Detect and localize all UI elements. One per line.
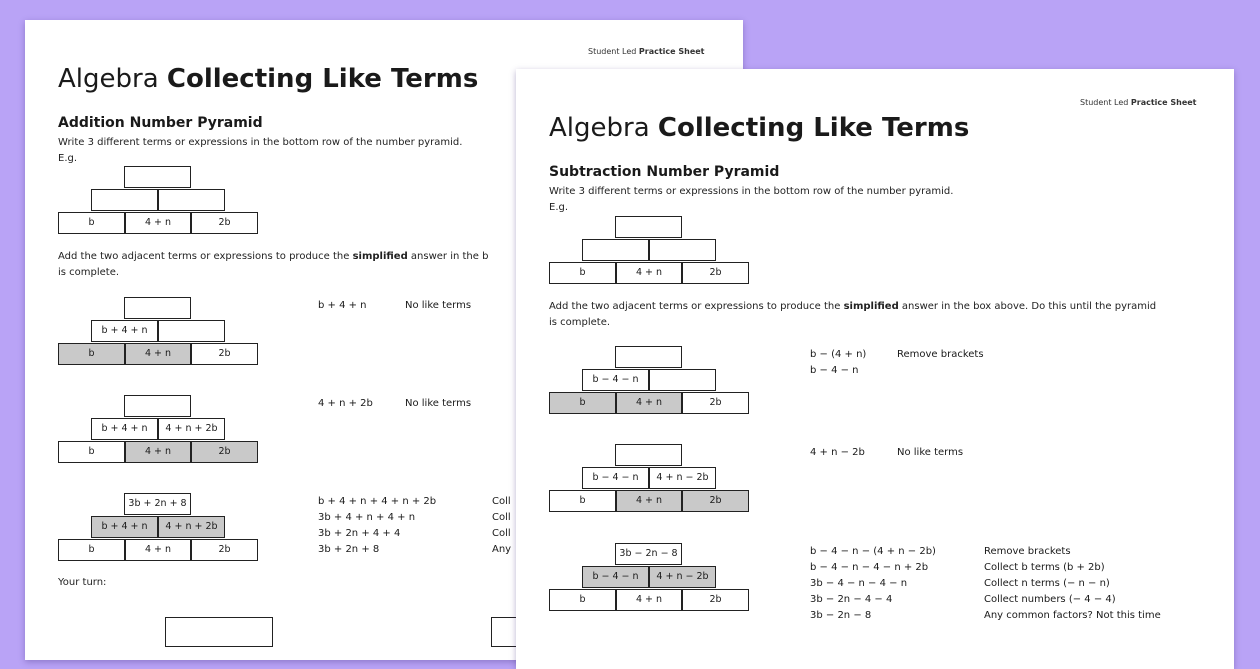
sheet-tag: Student Led Practice Sheet — [1080, 98, 1197, 107]
pyramid-bottom-cell[interactable]: 4 + n — [616, 392, 682, 414]
working-expressions: b − 4 − n − (4 + n − 2b) b − 4 − n − 4 − n + 2b 3b − 4 − n − 4 − n 3b − 2n − 4 − 4 3b − 2n − 8 — [810, 546, 936, 621]
empty-pyramid-top-cell[interactable] — [165, 617, 273, 647]
pyramid-mid-cell[interactable]: b − 4 − n — [582, 467, 649, 489]
working-notes: No like terms — [405, 398, 472, 409]
pyramid-mid-cell[interactable]: b + 4 + n — [91, 516, 158, 538]
add-instruction: Add the two adjacent terms or expressions to produce the simplified answer in the b — [58, 251, 489, 262]
number-pyramid — [549, 346, 749, 414]
working-notes: No like terms — [405, 300, 472, 311]
pyramid-mid-cell[interactable] — [649, 369, 716, 391]
instruction-text: Write 3 different terms or expressions in the bottom row of the number pyramid. — [549, 186, 954, 197]
section-heading: Subtraction Number Pyramid — [549, 164, 780, 180]
working-notes: Remove brackets Collect b terms (b + 2b) Collect n terms (− n − n) Collect numbers (− 4 − 4) Any common factors? Not this time — [984, 546, 1161, 621]
pyramid-mid-cell[interactable]: b + 4 + n — [91, 418, 158, 440]
worksheet-subtraction — [516, 69, 1234, 669]
pyramid-bottom-cell[interactable]: 2b — [682, 392, 749, 414]
number-pyramid — [58, 166, 258, 234]
pyramid-bottom-cell[interactable]: 4 + n — [125, 539, 191, 561]
pyramid-mid-cell[interactable] — [649, 239, 716, 261]
pyramid-bottom-cell[interactable]: 2b — [191, 212, 258, 234]
pyramid-bottom-cell[interactable]: 4 + n — [125, 343, 191, 365]
section-heading: Addition Number Pyramid — [58, 115, 263, 131]
sheet-title: Algebra Collecting Like Terms — [58, 64, 479, 94]
number-pyramid — [549, 216, 749, 284]
pyramid-mid-cell[interactable] — [158, 320, 225, 342]
pyramid-bottom-cell[interactable]: b — [58, 212, 125, 234]
pyramid-top-cell[interactable] — [615, 216, 682, 238]
pyramid-bottom-cell[interactable]: b — [549, 589, 616, 611]
working-notes: No like terms — [897, 447, 964, 458]
pyramid-mid-cell[interactable]: 4 + n + 2b — [158, 516, 225, 538]
number-pyramid — [58, 297, 258, 365]
number-pyramid — [58, 493, 258, 561]
eg-label: E.g. — [58, 153, 78, 164]
sheet-tag: Student Led Practice Sheet — [588, 47, 705, 56]
pyramid-top-cell[interactable] — [124, 297, 191, 319]
pyramid-bottom-cell[interactable]: b — [58, 441, 125, 463]
pyramid-top-cell[interactable]: 3b − 2n − 8 — [615, 543, 682, 565]
pyramid-bottom-cell[interactable]: 2b — [191, 343, 258, 365]
pyramid-mid-cell[interactable] — [582, 239, 649, 261]
working-notes: Coll Coll Coll Any — [492, 496, 512, 555]
pyramid-top-cell[interactable] — [615, 444, 682, 466]
pyramid-mid-cell[interactable]: b + 4 + n — [91, 320, 158, 342]
pyramid-bottom-cell[interactable]: 4 + n — [616, 262, 682, 284]
pyramid-bottom-cell[interactable]: 4 + n — [616, 589, 682, 611]
eg-label: E.g. — [549, 202, 569, 213]
pyramid-bottom-cell[interactable]: 2b — [682, 262, 749, 284]
pyramid-bottom-cell[interactable]: b — [549, 262, 616, 284]
pyramid-bottom-cell[interactable]: 4 + n — [616, 490, 682, 512]
working-expressions: b − (4 + n) b − 4 − n — [810, 349, 867, 376]
working-expressions: b + 4 + n + 4 + n + 2b 3b + 4 + n + 4 + n 3b + 2n + 4 + 4 3b + 2n + 8 — [318, 496, 437, 555]
pyramid-top-cell[interactable] — [124, 166, 191, 188]
sheet-title: Algebra Collecting Like Terms — [549, 113, 970, 143]
pyramid-bottom-cell[interactable]: 2b — [191, 441, 258, 463]
sub-instruction: Add the two adjacent terms or expressions to produce the simplified answer in the box above. Do this until the pyramid — [549, 301, 1157, 312]
pyramid-top-cell[interactable] — [124, 395, 191, 417]
working-expressions: 4 + n − 2b — [810, 447, 865, 458]
add-instruction-line2: is complete. — [58, 267, 120, 278]
sub-instruction-line2: is complete. — [549, 317, 611, 328]
pyramid-bottom-cell[interactable]: 4 + n — [125, 441, 191, 463]
pyramid-bottom-cell[interactable]: 4 + n — [125, 212, 191, 234]
number-pyramid — [549, 543, 749, 611]
pyramid-bottom-cell[interactable]: b — [58, 343, 125, 365]
pyramid-mid-cell[interactable] — [158, 189, 225, 211]
pyramid-mid-cell[interactable]: 4 + n + 2b — [158, 418, 225, 440]
pyramid-mid-cell[interactable]: 4 + n − 2b — [649, 467, 716, 489]
pyramid-bottom-cell[interactable]: b — [58, 539, 125, 561]
working-expressions: 4 + n + 2b — [318, 398, 373, 409]
number-pyramid — [549, 444, 749, 512]
pyramid-top-cell[interactable]: 3b + 2n + 8 — [124, 493, 191, 515]
pyramid-mid-cell[interactable]: b − 4 − n — [582, 566, 649, 588]
pyramid-top-cell[interactable] — [615, 346, 682, 368]
instruction-text: Write 3 different terms or expressions in the bottom row of the number pyramid. — [58, 137, 463, 148]
number-pyramid — [58, 395, 258, 463]
pyramid-bottom-cell[interactable]: 2b — [682, 589, 749, 611]
pyramid-mid-cell[interactable]: b − 4 − n — [582, 369, 649, 391]
working-expressions: b + 4 + n — [318, 300, 367, 311]
pyramid-mid-cell[interactable] — [91, 189, 158, 211]
pyramid-bottom-cell[interactable]: 2b — [682, 490, 749, 512]
pyramid-bottom-cell[interactable]: b — [549, 392, 616, 414]
pyramid-bottom-cell[interactable]: 2b — [191, 539, 258, 561]
working-notes: Remove brackets — [897, 349, 984, 360]
pyramid-bottom-cell[interactable]: b — [549, 490, 616, 512]
your-turn-label: Your turn: — [58, 577, 107, 588]
pyramid-mid-cell[interactable]: 4 + n − 2b — [649, 566, 716, 588]
